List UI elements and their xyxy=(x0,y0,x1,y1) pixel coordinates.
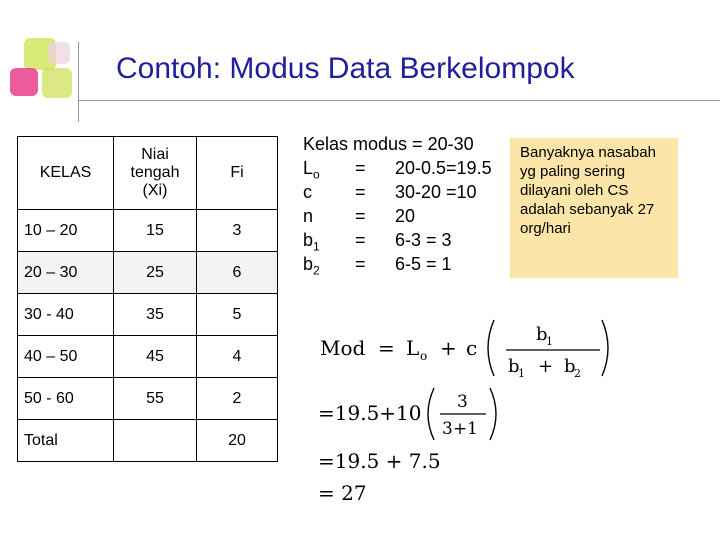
mode-formula xyxy=(310,310,610,510)
logo-square-light xyxy=(48,42,70,64)
param-label: $L_o$ xyxy=(303,158,320,182)
param-value: 30-20 =10 xyxy=(395,182,477,202)
logo-square-pink xyxy=(10,68,38,96)
table-cell-xi xyxy=(114,420,197,462)
formula-den-b1-sub: 1 xyxy=(518,367,525,380)
table-cell-xi: 35 xyxy=(114,294,197,336)
callout-note: Banyaknya nasabah yg paling sering dilayani oleh CS adalah sebanyak 27 org/hari xyxy=(510,138,678,278)
formula-b1-sub: 1 xyxy=(546,335,553,348)
param-label: n xyxy=(303,206,314,226)
table-cell-fi: 3 xyxy=(197,210,278,252)
formula-L-sub: o xyxy=(420,349,428,363)
formula-den-plus: + xyxy=(538,356,554,377)
formula-paren-right xyxy=(602,320,608,376)
slide-title: Contoh: Modus Data Berkelompok xyxy=(116,52,575,85)
param-value: 20-0.5=19.5 xyxy=(395,158,492,178)
table-row xyxy=(18,210,278,252)
table-row xyxy=(18,336,278,378)
header-nilai-tengah: Niai tengah (Xi) xyxy=(114,137,197,210)
param-value: 20 xyxy=(395,206,416,226)
header-kelas: KELAS xyxy=(18,137,114,210)
table-cell-kelas: 40 – 50 xyxy=(18,336,114,378)
header-fi: Fi xyxy=(197,137,278,210)
formula-den-b2-sub: 2 xyxy=(574,367,581,380)
table-cell-fi: 5 xyxy=(197,294,278,336)
logo-square-lime xyxy=(42,68,72,98)
table-row xyxy=(18,378,278,420)
table-cell-fi: 4 xyxy=(197,336,278,378)
formula-line2-paren-right xyxy=(490,388,496,440)
formula-eq: = xyxy=(378,336,395,360)
formula-L: L xyxy=(406,336,420,360)
table-total-row xyxy=(18,420,278,462)
param-equals: = xyxy=(355,182,366,202)
param-label: c xyxy=(303,182,312,202)
param-equals: = xyxy=(355,230,366,250)
table-cell-fi: 2 xyxy=(197,378,278,420)
table-cell-xi: 25 xyxy=(114,252,197,294)
formula-den-b2: b xyxy=(564,356,576,377)
title-vertical-rule xyxy=(78,42,79,122)
param-equals: = xyxy=(355,254,366,274)
table-cell-kelas: 30 - 40 xyxy=(18,294,114,336)
formula-den-b1: b xyxy=(508,356,520,377)
formula-line2-num: 3 xyxy=(457,392,468,412)
formula-c: c xyxy=(466,336,478,360)
table-header-row xyxy=(18,137,278,210)
table-cell-xi: 15 xyxy=(114,210,197,252)
param-label: $b_1$ xyxy=(303,230,320,254)
formula-paren-left xyxy=(488,320,494,376)
frequency-table xyxy=(17,136,278,462)
kelas-modus-text: Kelas modus = 20-30 xyxy=(303,134,474,154)
table-cell-kelas: 50 - 60 xyxy=(18,378,114,420)
table-cell-fi: 6 xyxy=(197,252,278,294)
param-value: 6-3 = 3 xyxy=(395,230,452,250)
formula-line4: = 27 xyxy=(318,481,367,505)
formula-mod: Mod xyxy=(320,336,366,360)
formula-line2-paren-left xyxy=(428,388,434,440)
table-cell-kelas: 10 – 20 xyxy=(18,210,114,252)
formula-line3: =19.5 + 7.5 xyxy=(318,449,441,473)
param-label: $b_2$ xyxy=(303,254,320,278)
table-row xyxy=(18,252,278,294)
formula-plus: + xyxy=(440,336,457,360)
table-cell-kelas: Total xyxy=(18,420,114,462)
table-row xyxy=(18,294,278,336)
title-horizontal-rule xyxy=(78,100,720,101)
formula-b1: b xyxy=(536,324,548,345)
formula-line2-den: 3+1 xyxy=(442,419,478,439)
formula-svg xyxy=(310,310,610,510)
param-equals: = xyxy=(355,206,366,226)
table-cell-xi: 45 xyxy=(114,336,197,378)
param-equals: = xyxy=(355,158,366,178)
formula-line2: =19.5+10 xyxy=(318,401,422,425)
table-cell-kelas: 20 – 30 xyxy=(18,252,114,294)
table-cell-fi: 20 xyxy=(197,420,278,462)
param-value: 6-5 = 1 xyxy=(395,254,452,274)
table-cell-xi: 55 xyxy=(114,378,197,420)
